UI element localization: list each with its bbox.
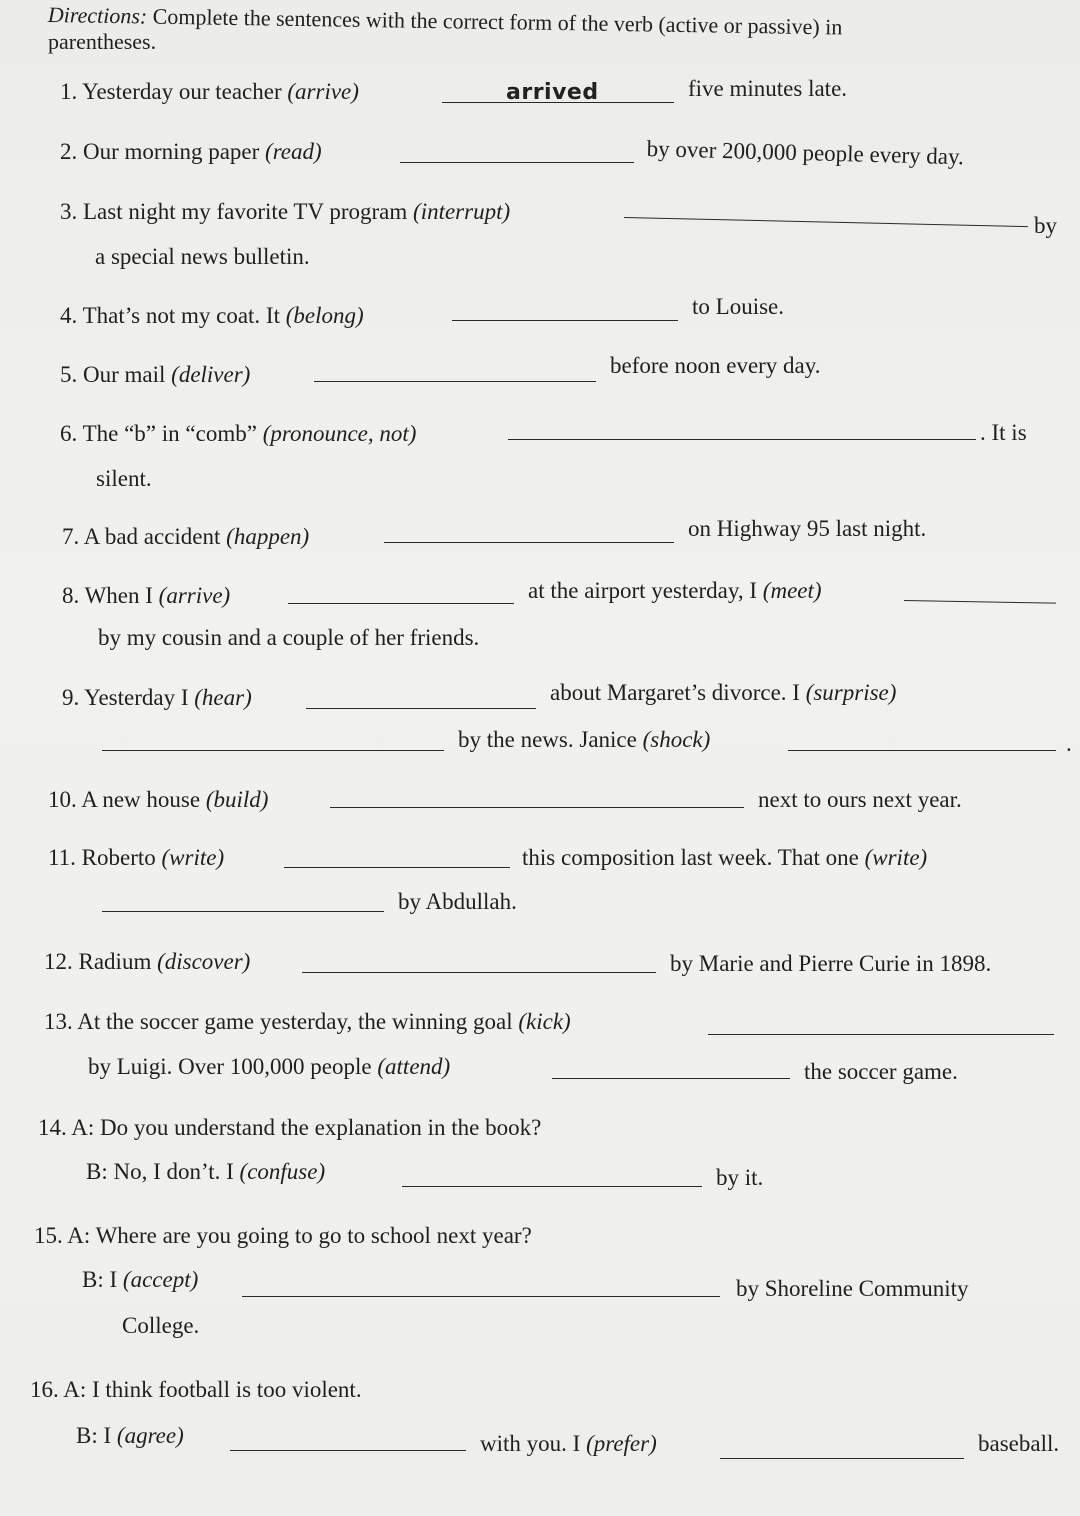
item-15-a: 15. A: Where are you going to go to school next year? — [34, 1223, 532, 1248]
item-9-end: . — [1066, 731, 1072, 756]
item-2-blank[interactable] — [400, 162, 634, 163]
item-3-blank[interactable] — [624, 217, 1028, 227]
item-10-blank[interactable] — [330, 807, 744, 808]
item-16-b: B: I (agree) — [76, 1423, 184, 1448]
directions-label: Directions: — [47, 2, 148, 29]
item-12-text: 12. Radium (discover) — [44, 949, 251, 974]
item-14-b: B: No, I don’t. I (confuse) — [86, 1159, 326, 1184]
item-8-mid: at the airport yesterday, I (meet) — [528, 578, 822, 603]
item-9-line2: by the news. Janice (shock) — [458, 727, 711, 752]
item-3-text: 3. Last night my favorite TV program (interrupt) — [60, 199, 511, 224]
item-4-text: 4. That’s not my coat. It (belong) — [60, 303, 364, 328]
item-1-text: 1. Yesterday our teacher (arrive) — [60, 79, 359, 104]
item-13-blank-1[interactable] — [708, 1034, 1054, 1035]
item-11-blank-1[interactable] — [284, 867, 510, 868]
item-1-post: five minutes late. — [688, 76, 848, 101]
item-15-line2: College. — [122, 1313, 200, 1338]
item-12-post: by Marie and Pierre Curie in 1898. — [670, 951, 992, 976]
item-12-blank[interactable] — [302, 972, 656, 973]
item-5-text: 5. Our mail (deliver) — [60, 362, 251, 387]
item-14-post: by it. — [716, 1165, 764, 1190]
item-16-blank-1[interactable] — [230, 1450, 466, 1451]
item-9-blank-1[interactable] — [306, 708, 536, 709]
item-7-blank[interactable] — [384, 542, 674, 543]
item-16-post: baseball. — [978, 1431, 1060, 1456]
item-6-text: 6. The “b” in “comb” (pronounce, not) — [60, 421, 417, 446]
item-11-text: 11. Roberto (write) — [48, 845, 225, 870]
item-13-line2: by Luigi. Over 100,000 people (attend) — [88, 1054, 451, 1079]
item-15-blank[interactable] — [242, 1296, 720, 1297]
directions-line-2: parentheses. — [48, 29, 157, 54]
directions-line-1 — [48, 4, 843, 38]
item-8-blank-1[interactable] — [288, 603, 514, 604]
item-16-a: 16. A: I think football is too violent. — [30, 1377, 362, 1402]
item-13-post: the soccer game. — [804, 1059, 958, 1084]
item-13-blank-2[interactable] — [552, 1078, 790, 1079]
item-16-mid: with you. I (prefer) — [480, 1431, 657, 1456]
item-5-post: before noon every day. — [610, 353, 821, 378]
item-4-post: to Louise. — [692, 294, 784, 319]
item-11-line2: by Abdullah. — [398, 889, 517, 914]
item-7-post: on Highway 95 last night. — [688, 516, 927, 541]
item-2-text: 2. Our morning paper (read) — [60, 139, 322, 164]
item-1-answer: arrived — [506, 80, 599, 105]
directions-text: Complete the sentences with the correct form of the verb (active or passive) in — [152, 3, 843, 40]
item-9-blank-3[interactable] — [788, 750, 1056, 751]
item-11-mid: this composition last week. That one (write) — [522, 845, 928, 870]
item-10-text: 10. A new house (build) — [48, 787, 269, 812]
item-15-post: by Shoreline Community — [736, 1276, 969, 1301]
item-9-mid: about Margaret’s divorce. I (surprise) — [550, 680, 897, 705]
item-9-text: 9. Yesterday I (hear) — [62, 685, 252, 710]
item-7-text: 7. A bad accident (happen) — [62, 524, 310, 549]
item-8-blank-2[interactable] — [904, 600, 1056, 604]
item-14-a: 14. A: Do you understand the explanation in the book? — [38, 1115, 542, 1140]
item-10-post: next to ours next year. — [758, 787, 962, 812]
item-11-blank-2[interactable] — [102, 911, 384, 912]
item-15-b: B: I (accept) — [82, 1267, 199, 1292]
item-9-blank-2[interactable] — [102, 750, 444, 751]
item-6-line2: silent. — [96, 466, 152, 491]
item-14-blank[interactable] — [402, 1186, 702, 1187]
item-8-text: 8. When I (arrive) — [62, 583, 231, 608]
item-13-text: 13. At the soccer game yesterday, the winning goal (kick) — [44, 1009, 571, 1034]
item-6-blank[interactable] — [508, 439, 976, 440]
item-8-line2: by my cousin and a couple of her friends. — [98, 625, 480, 650]
item-16-blank-2[interactable] — [720, 1458, 964, 1459]
item-3-post: by — [1034, 213, 1057, 238]
item-5-blank[interactable] — [314, 381, 596, 382]
item-4-blank[interactable] — [452, 320, 678, 321]
item-6-post: . It is — [980, 420, 1027, 445]
item-2-post: by over 200,000 people every day. — [646, 136, 965, 170]
item-3-line2: a special news bulletin. — [95, 244, 310, 269]
